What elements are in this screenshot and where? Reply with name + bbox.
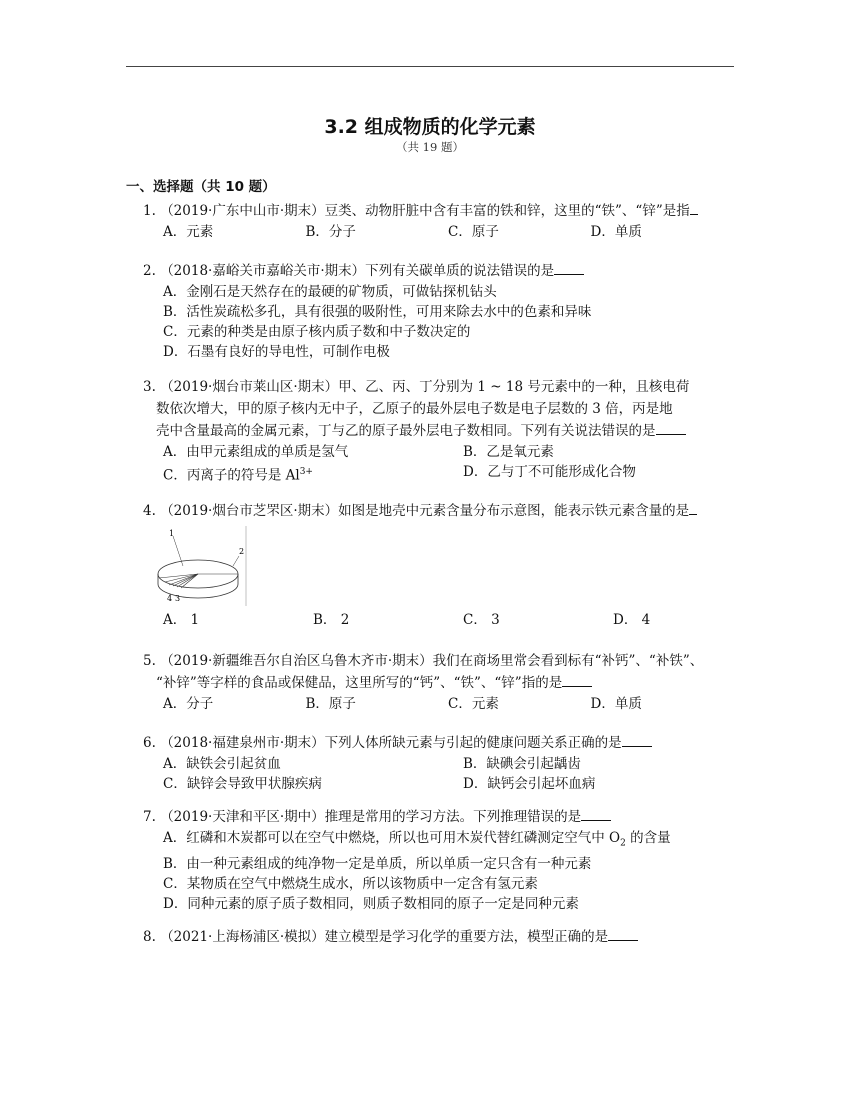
option-b: B．活性炭疏松多孔，具有很强的吸附性，可用来除去水中的色素和异味 xyxy=(163,304,592,320)
option-c: C．某物质在空气中燃烧生成水，所以该物质中一定含有氢元素 xyxy=(163,875,538,892)
option-d: D．单质 xyxy=(590,696,642,712)
answer-blank xyxy=(689,500,697,515)
option-b: B．由一种元素组成的纯净物一定是单质，所以单质一定只含有一种元素 xyxy=(163,855,592,872)
ion-charge: 3+ xyxy=(299,467,313,477)
section-heading: 一、选择题（共 10 题） xyxy=(126,179,276,195)
option-a: A．分子 xyxy=(163,696,214,712)
figure-label-2: 2 xyxy=(239,547,245,556)
option-d: D．乙与丁不可能形成化合物 xyxy=(463,464,636,480)
option-d: D．缺钙会引起坏血病 xyxy=(463,776,596,792)
option-b: B．原子 xyxy=(305,696,356,712)
option-a: A．由甲元素组成的单质是氢气 xyxy=(163,444,349,460)
page-title: 3.2 组成物质的化学元素 xyxy=(324,116,536,138)
options xyxy=(163,694,733,714)
page-subtitle: （共 19 题） xyxy=(396,140,464,154)
option-b: B． 2 xyxy=(313,612,350,628)
answer-blank xyxy=(622,732,652,747)
option-d: D． 4 xyxy=(613,612,651,628)
option-a: A．金刚石是天然存在的最硬的矿物质，可做钻探机钻头 xyxy=(163,284,497,300)
crust-pie-figure xyxy=(153,526,263,606)
option-a: A．缺铁会引起贫血 xyxy=(163,756,281,772)
answer-blank xyxy=(690,200,698,215)
question-1 xyxy=(143,200,733,242)
question-2 xyxy=(143,260,733,362)
answer-blank xyxy=(581,806,611,821)
header-rule xyxy=(126,66,734,67)
question-8 xyxy=(143,926,733,948)
question-7 xyxy=(143,806,733,914)
option-a: A．红磷和木炭都可以在空气中燃烧，所以也可用木炭代替红磷测定空气中 $O_2$ 的含量 xyxy=(163,830,671,849)
option-b: B．缺碘会引起龋齿 xyxy=(463,756,581,772)
question-3 xyxy=(143,376,733,486)
question-stem: 1. （2019·广东中山市·期末）豆类、动物肝脏中含有丰富的铁和锌，这里的“铁”、“锌”是指 xyxy=(143,200,733,222)
option-d: D．单质 xyxy=(590,224,642,240)
answer-blank xyxy=(554,260,584,275)
figure-label-1: 1 xyxy=(169,529,175,538)
option-c: C．原子 xyxy=(448,224,499,240)
question-6 xyxy=(143,732,733,794)
answer-blank xyxy=(608,926,638,941)
option-c: C．元素的种类是由原子核内质子数和中子数决定的 xyxy=(163,324,471,340)
option-c: C．丙离子的符号是 $Al^{3+}$ xyxy=(163,467,313,484)
options xyxy=(163,282,733,362)
question-stem: 3. （2019·烟台市莱山区·期末）甲、乙、丙、丁分别为 1 ~ 18 号元素中的一种，且核电荷 数依次增大，甲的原子核内无中子，乙原子的最外层电子数是电子层数的 3 倍，丙是地 壳中含量最高的金属元素，丁与乙的原子最外层电子数相同。下列有关说法错误的是 xyxy=(143,379,690,439)
question-stem: 2. （2018·嘉峪关市嘉峪关市·期末）下列有关碳单质的说法错误的是 xyxy=(143,260,733,282)
option-c: C．元素 xyxy=(448,696,499,712)
options xyxy=(163,754,733,794)
question-stem: 8. （2021·上海杨浦区·模拟）建立模型是学习化学的重要方法，模型正确的是 xyxy=(143,926,733,948)
option-d: D．同种元素的原子质子数相同，则质子数相同的原子一定是同种元素 xyxy=(163,895,579,912)
option-b: B．乙是氧元素 xyxy=(463,444,554,460)
figure-label-4: 4 xyxy=(167,594,173,603)
option-c: C．缺锌会导致甲状腺疾病 xyxy=(163,776,322,792)
answer-blank xyxy=(562,672,592,687)
question-stem: 5. （2019·新疆维吾尔自治区乌鲁木齐市·期末）我们在商场里常会看到标有“补钙”、“补铁”、 “补锌”等字样的食品或保健品，这里所写的“钙”、“铁”、“锌”指的是 xyxy=(143,653,704,691)
option-a: A． 1 xyxy=(163,612,200,628)
options xyxy=(163,828,733,914)
question-5 xyxy=(143,650,733,714)
options xyxy=(163,222,733,242)
question-4 xyxy=(143,500,733,628)
option-c: C． 3 xyxy=(463,612,500,628)
option-d: D．石墨有良好的导电性，可制作电极 xyxy=(163,344,390,360)
options xyxy=(163,442,733,486)
question-stem: 6. （2018·福建泉州市·期末）下列人体所缺元素与引起的健康问题关系正确的是 xyxy=(143,732,733,754)
question-stem: 7. （2019·天津和平区·期中）推理是常用的学习方法。下列推理错误的是 xyxy=(143,806,733,828)
question-stem: 4. （2019·烟台市芝罘区·期末）如图是地壳中元素含量分布示意图，能表示铁元素含量的是 xyxy=(143,500,733,522)
options xyxy=(163,610,763,630)
option-a: A．元素 xyxy=(163,224,214,240)
option-b: B．分子 xyxy=(305,224,356,240)
answer-blank xyxy=(656,420,686,435)
figure-label-3: 3 xyxy=(175,594,181,603)
